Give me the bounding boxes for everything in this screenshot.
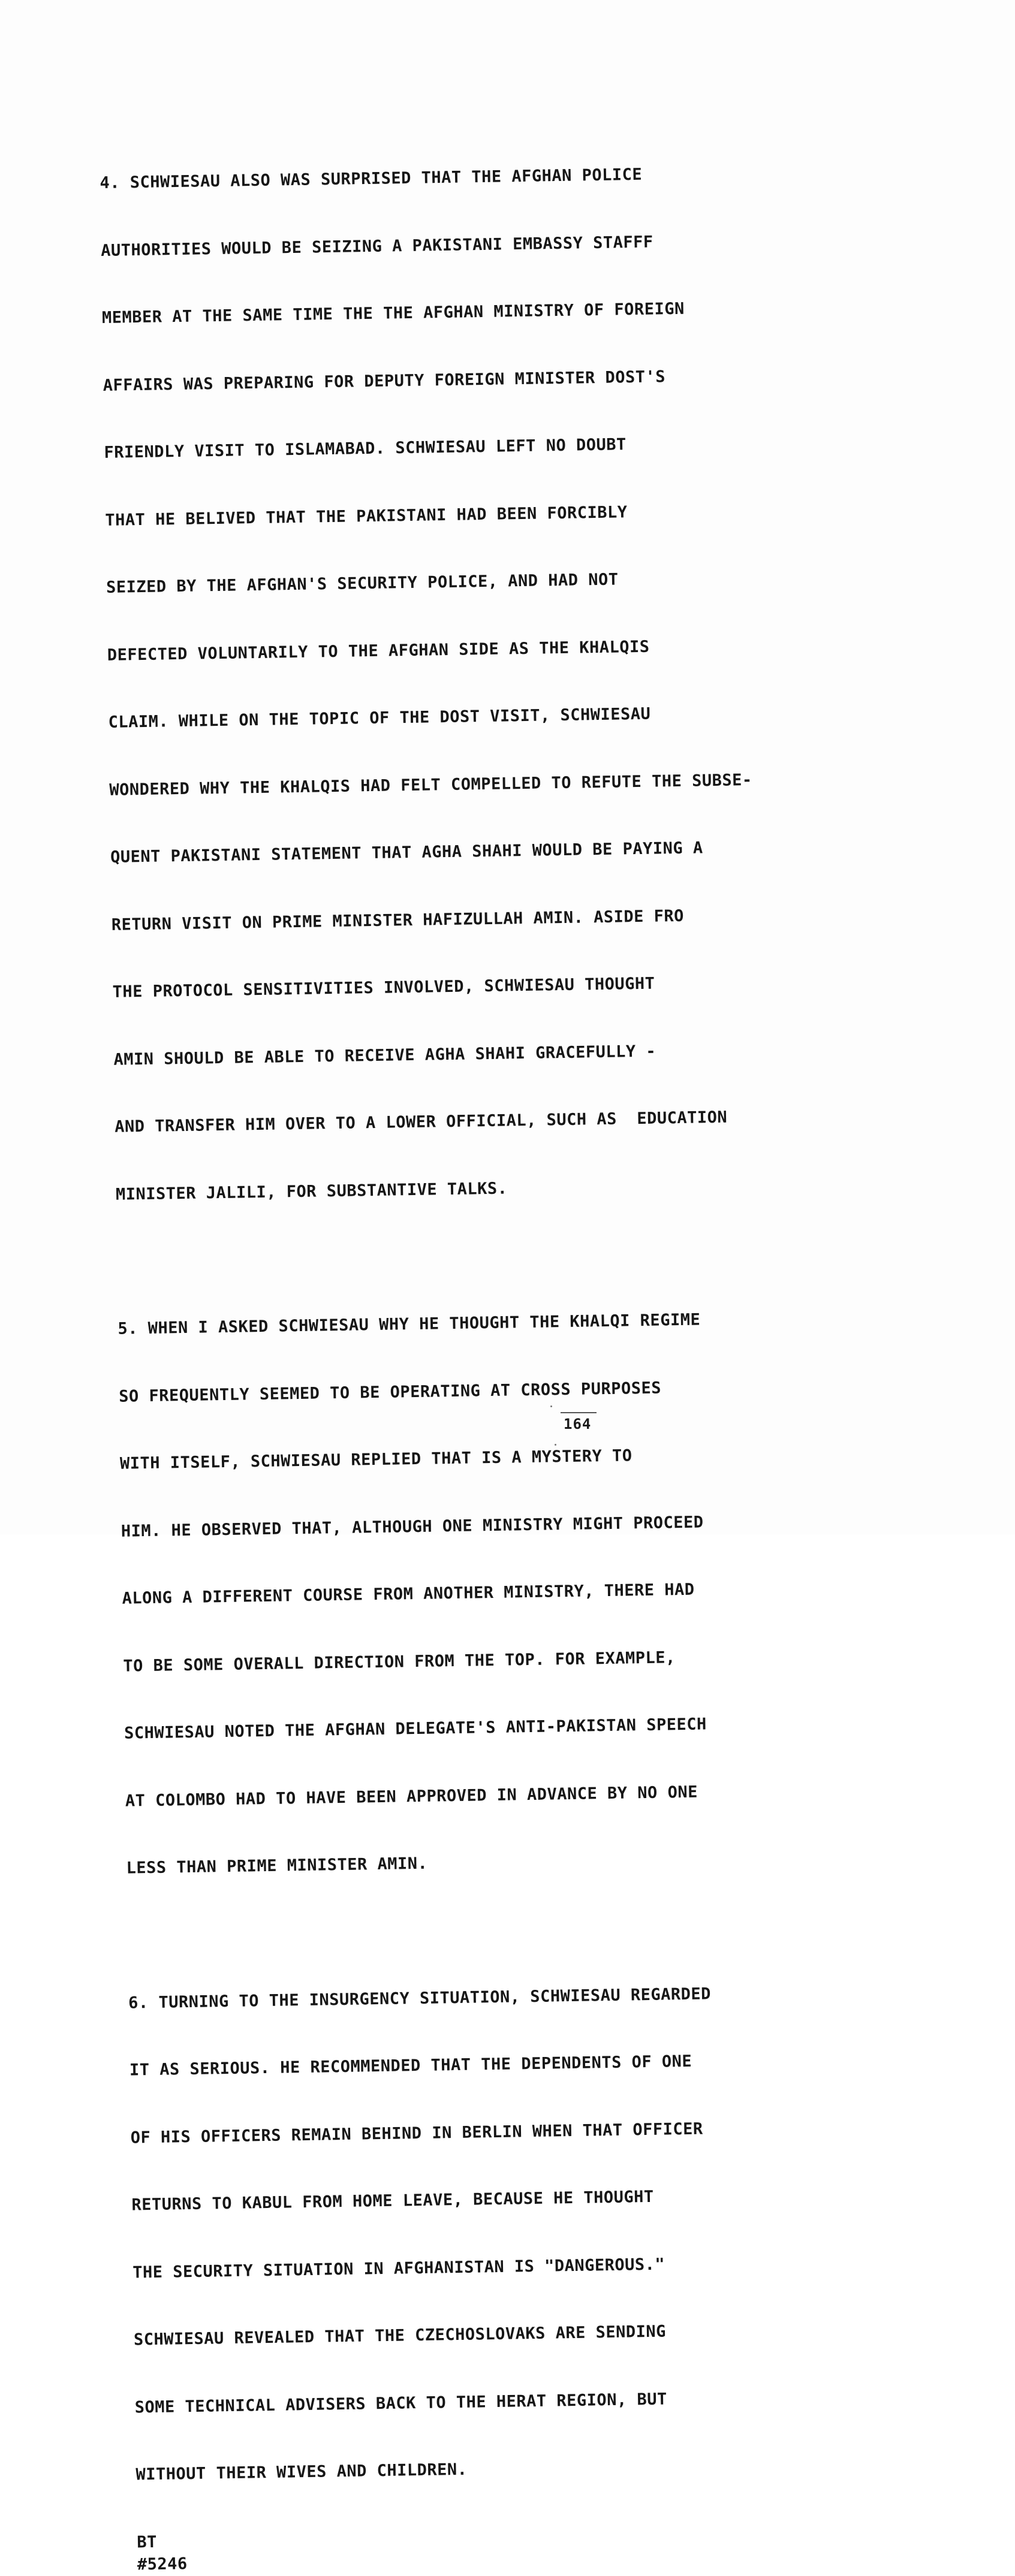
text-line: AMIN SHOULD BE ABLE TO RECEIVE AGHA SHAHI GRACEFULLY -: [113, 1042, 656, 1069]
text-line: 4. SCHWIESAU ALSO WAS SURPRISED THAT THE AFGHAN POLICE: [100, 165, 643, 192]
text-line: AUTHORITIES WOULD BE SEIZING A PAKISTANI EMBASSY STAFFF: [100, 233, 653, 260]
text-line: SCHWIESAU NOTED THE AFGHAN DELEGATE'S ANTI-PAKISTAN SPEECH: [124, 1715, 707, 1743]
text-line: LESS THAN PRIME MINISTER AMIN.: [126, 1854, 428, 1878]
text-line: ALONG A DIFFERENT COURSE FROM ANOTHER MINISTRY, THERE HAD: [122, 1580, 695, 1608]
text-line: CLAIM. WHILE ON THE TOPIC OF THE DOST VISIT, SCHWIESAU: [108, 704, 651, 732]
text-line: WITH ITSELF, SCHWIESAU REPLIED THAT IS A MYSTERY TO: [119, 1446, 633, 1473]
page-number-rule: [561, 1412, 597, 1413]
text-line: SO FREQUENTLY SEEMED TO BE OPERATING AT CROSS PURPOSES: [119, 1379, 662, 1406]
text-line: 5. WHEN I ASKED SCHWIESAU WHY HE THOUGHT THE KHALQI REGIME: [118, 1310, 701, 1338]
text-line: THAT HE BELIVED THAT THE PAKISTANI HAD BEEN FORCIBLY: [105, 502, 628, 530]
text-line: WONDERED WHY THE KHALQIS HAD FELT COMPELLED TO REFUTE THE SUBSE-: [109, 770, 752, 800]
paragraph-4: [99, 114, 920, 1251]
text-line: THE SECURITY SITUATION IN AFGHANISTAN IS "DANGEROUS.": [132, 2255, 665, 2282]
text-line: MEMBER AT THE SAME TIME THE THE AFGHAN MINISTRY OF FOREIGN: [101, 299, 685, 327]
text-line: RETURNS TO KABUL FROM HOME LEAVE, BECAUSE HE THOUGHT: [131, 2187, 654, 2215]
text-line: SEIZED BY THE AFGHAN'S SECURITY POLICE, AND HAD NOT: [106, 570, 619, 597]
text-line: IT AS SERIOUS. HE RECOMMENDED THAT THE DEPENDENTS OF ONE: [129, 2052, 692, 2080]
text-line: THE PROTOCOL SENSITIVITIES INVOLVED, SCHWIESAU THOUGHT: [112, 974, 655, 1002]
message-number: #5246: [137, 2554, 188, 2574]
text-line: WITHOUT THEIR WIVES AND CHILDREN.: [135, 2460, 468, 2484]
break-marker: BT: [137, 2532, 158, 2552]
paragraph-6: [128, 1934, 940, 2531]
text-line: AND TRANSFER HIM OVER TO A LOWER OFFICIAL, SUCH AS EDUCATION: [114, 1108, 728, 1136]
paragraph-5: [117, 1260, 930, 1925]
text-line: FRIENDLY VISIT TO ISLAMABAD. SCHWIESAU LEFT NO DOUBT: [104, 435, 627, 462]
text-line: OF HIS OFFICERS REMAIN BEHIND IN BERLIN WHEN THAT OFFICER: [130, 2119, 703, 2147]
scan-speck: [555, 1444, 556, 1446]
text-line: SOME TECHNICAL ADVISERS BACK TO THE HERAT REGION, BUT: [134, 2390, 667, 2417]
text-line: MINISTER JALILI, FOR SUBSTANTIVE TALKS.: [115, 1179, 508, 1204]
text-line: AFFAIRS WAS PREPARING FOR DEPUTY FOREIGN MINISTER DOST'S: [103, 367, 666, 395]
page-number: 164: [564, 1416, 592, 1432]
text-line: TO BE SOME OVERALL DIRECTION FROM THE TOP. FOR EXAMPLE,: [123, 1648, 676, 1676]
text-line: HIM. HE OBSERVED THAT, ALTHOUGH ONE MINISTRY MIGHT PROCEED: [121, 1512, 704, 1541]
text-line: RETURN VISIT ON PRIME MINISTER HAFIZULLAH AMIN. ASIDE FRO: [111, 906, 685, 934]
text-line: 6. TURNING TO THE INSURGENCY SITUATION, SCHWIESAU REGARDED: [128, 1984, 712, 2013]
cable-body: [99, 114, 941, 2576]
text-line: DEFECTED VOLUNTARILY TO THE AFGHAN SIDE AS THE KHALQIS: [107, 637, 650, 665]
text-line: QUENT PAKISTANI STATEMENT THAT AGHA SHAHI WOULD BE PAYING A: [110, 838, 703, 867]
scan-speck: [550, 1405, 552, 1407]
text-line: AT COLOMBO HAD TO HAVE BEEN APPROVED IN ADVANCE BY NO ONE: [125, 1782, 698, 1811]
text-line: SCHWIESAU REVEALED THAT THE CZECHOSLOVAKS ARE SENDING: [133, 2322, 667, 2349]
